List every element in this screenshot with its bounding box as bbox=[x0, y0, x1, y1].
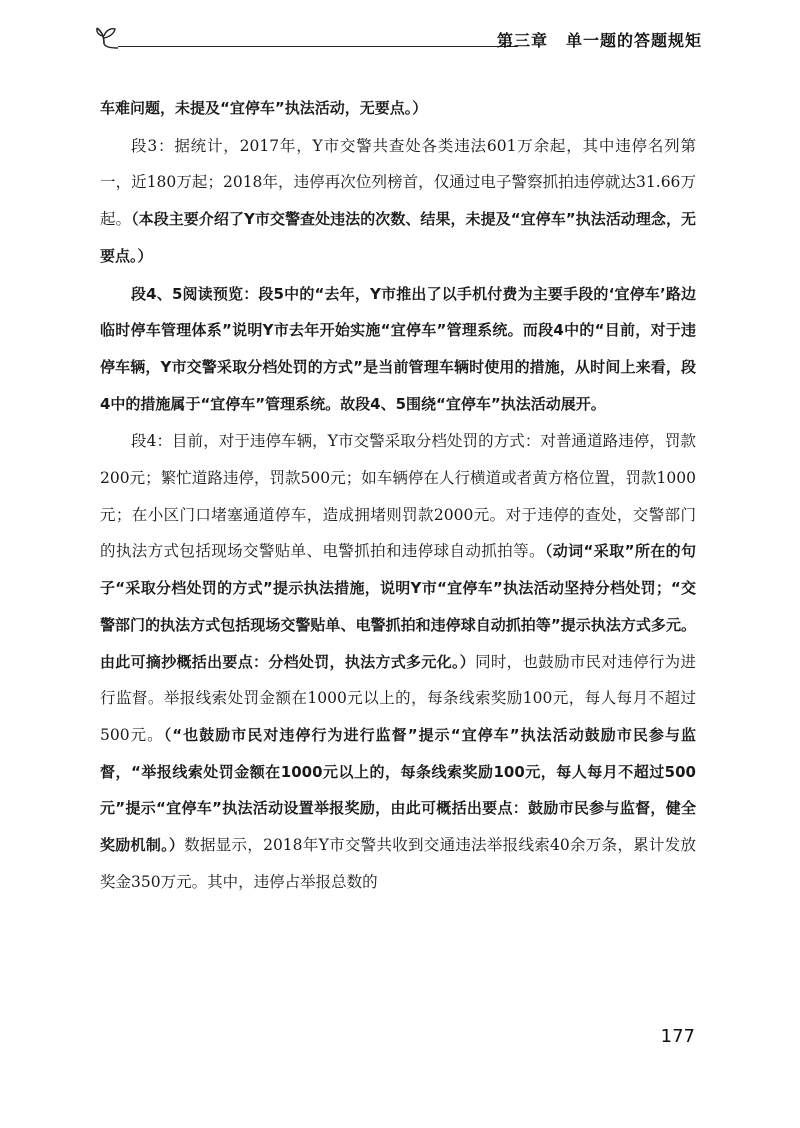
page-number: 177 bbox=[660, 1026, 695, 1047]
annotation-text: （动词“采取”所在的句子“采取分档处罚的方式”提示执法措施，说明Y市“宜停车”执法活动坚持分档处罚；“交警部门的执法方式包括现场交警贴单、电警抓拍和违停球自动抓拍等”提示执法方式多元。由此可摘抄概括出要点：分档处罚，执法方式多元化。） bbox=[100, 542, 696, 671]
paragraph bbox=[100, 128, 696, 275]
chapter-label: 第三章 bbox=[496, 31, 548, 50]
annotation-text: 段4、5阅读预览：段5中的“去年，Y市推出了以手机付费为主要手段的‘宜停车’路边临时停车管理体系”说明Y市去年开始实施“宜停车”管理系统。而段4中的“目前，对于违停车辆，Y市交警采取分档处罚的方式”是当前管理车辆时使用的措施，从时间上来看，段4中的措施属于“宜停车”管理系统。故段4、5围绕“宜停车”执法活动展开。 bbox=[100, 284, 696, 413]
header-rule bbox=[118, 46, 518, 47]
chapter-title: 单一题的答题规矩 bbox=[565, 31, 702, 50]
paragraph bbox=[100, 90, 696, 127]
page-header bbox=[92, 22, 702, 52]
body-text: 数据显示，2018年Y市交警共收到交通违法举报线索40余万条，累计发放奖金350万元。其中，违停占举报总数的 bbox=[100, 836, 696, 891]
page-body bbox=[100, 90, 696, 900]
body-text: 段3：据统计，2017年，Y市交警共查处各类违法601万余起，其中违停名列第一，近180万起；2018年，违停再次位列榜首，仅通过电子警察抓拍违停就达31.66万起。 bbox=[100, 136, 696, 229]
paragraph bbox=[100, 276, 696, 423]
annotation-text: 车难问题，未提及“宜停车”执法活动，无要点。） bbox=[100, 99, 428, 117]
body-text: 同时，也鼓励市民对违停行为进行监督。举报线索处罚金额在1000元以上的，每条线索奖励100元，每人每月不超过500元。 bbox=[100, 652, 696, 744]
annotation-text: （“也鼓励市民对违停行为进行监督”提示“宜停车”执法活动鼓励市民参与监督，“举报线索处罚金额在1000元以上的，每条线索奖励100元，每人每月不超过500元”提示“宜停车”执法活动设置举报奖励，由此可概括出要点：鼓励市民参与监督，健全奖励机制。） bbox=[100, 725, 697, 855]
sprout-icon bbox=[92, 22, 122, 52]
body-text: 段4：目前，对于违停车辆，Y市交警采取分档处罚的方式：对普通道路违停，罚款200元；繁忙道路违停，罚款500元；如车辆停在人行横道或者黄方格位置，罚款1000元；在小区门口堵塞通道停车，造成拥堵则罚款2000元。对于违停的查处，交警部门的执法方式包括现场交警贴单、电警抓拍和违停球自动抓拍等。 bbox=[100, 432, 696, 561]
running-head bbox=[497, 28, 702, 51]
annotation-text: （本段主要介绍了Y市交警查处违法的次数、结果，未提及“宜停车”执法活动理念，无要点。） bbox=[100, 210, 696, 265]
paragraph bbox=[100, 423, 696, 900]
